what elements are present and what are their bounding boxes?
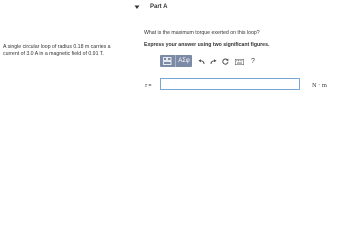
templates-button[interactable] — [160, 55, 176, 67]
answer-variable-label: τ = — [145, 83, 152, 89]
templates-icon — [163, 52, 172, 70]
help-button[interactable]: ? — [251, 57, 255, 65]
reset-button[interactable] — [220, 55, 230, 67]
undo-button[interactable] — [196, 55, 206, 67]
symbols-button[interactable]: ΑΣφ — [178, 58, 190, 64]
part-title: Part A — [150, 4, 168, 10]
answer-input[interactable] — [160, 78, 300, 90]
redo-button[interactable] — [208, 55, 218, 67]
part-header[interactable] — [134, 3, 167, 11]
question-text: What is the maximum torque exerted on this loop? — [144, 30, 260, 36]
toolbar-button-group — [160, 55, 192, 67]
part-panel — [126, 0, 350, 102]
reset-icon — [222, 52, 229, 70]
math-toolbar — [160, 55, 258, 67]
answer-unit: N · m — [312, 83, 327, 89]
problem-panel — [0, 0, 126, 102]
redo-icon — [210, 52, 217, 70]
undo-icon — [198, 52, 205, 70]
instruction-text: Express your answer using two significant figures. — [144, 42, 270, 48]
keyboard-button[interactable] — [234, 55, 244, 67]
problem-statement: A single circular loop of radius 0.18 m carries a current of 3.0 A in a magnetic field of 0.91 T. — [3, 44, 111, 57]
keyboard-icon — [235, 52, 244, 70]
collapse-triangle-icon[interactable] — [134, 4, 140, 10]
